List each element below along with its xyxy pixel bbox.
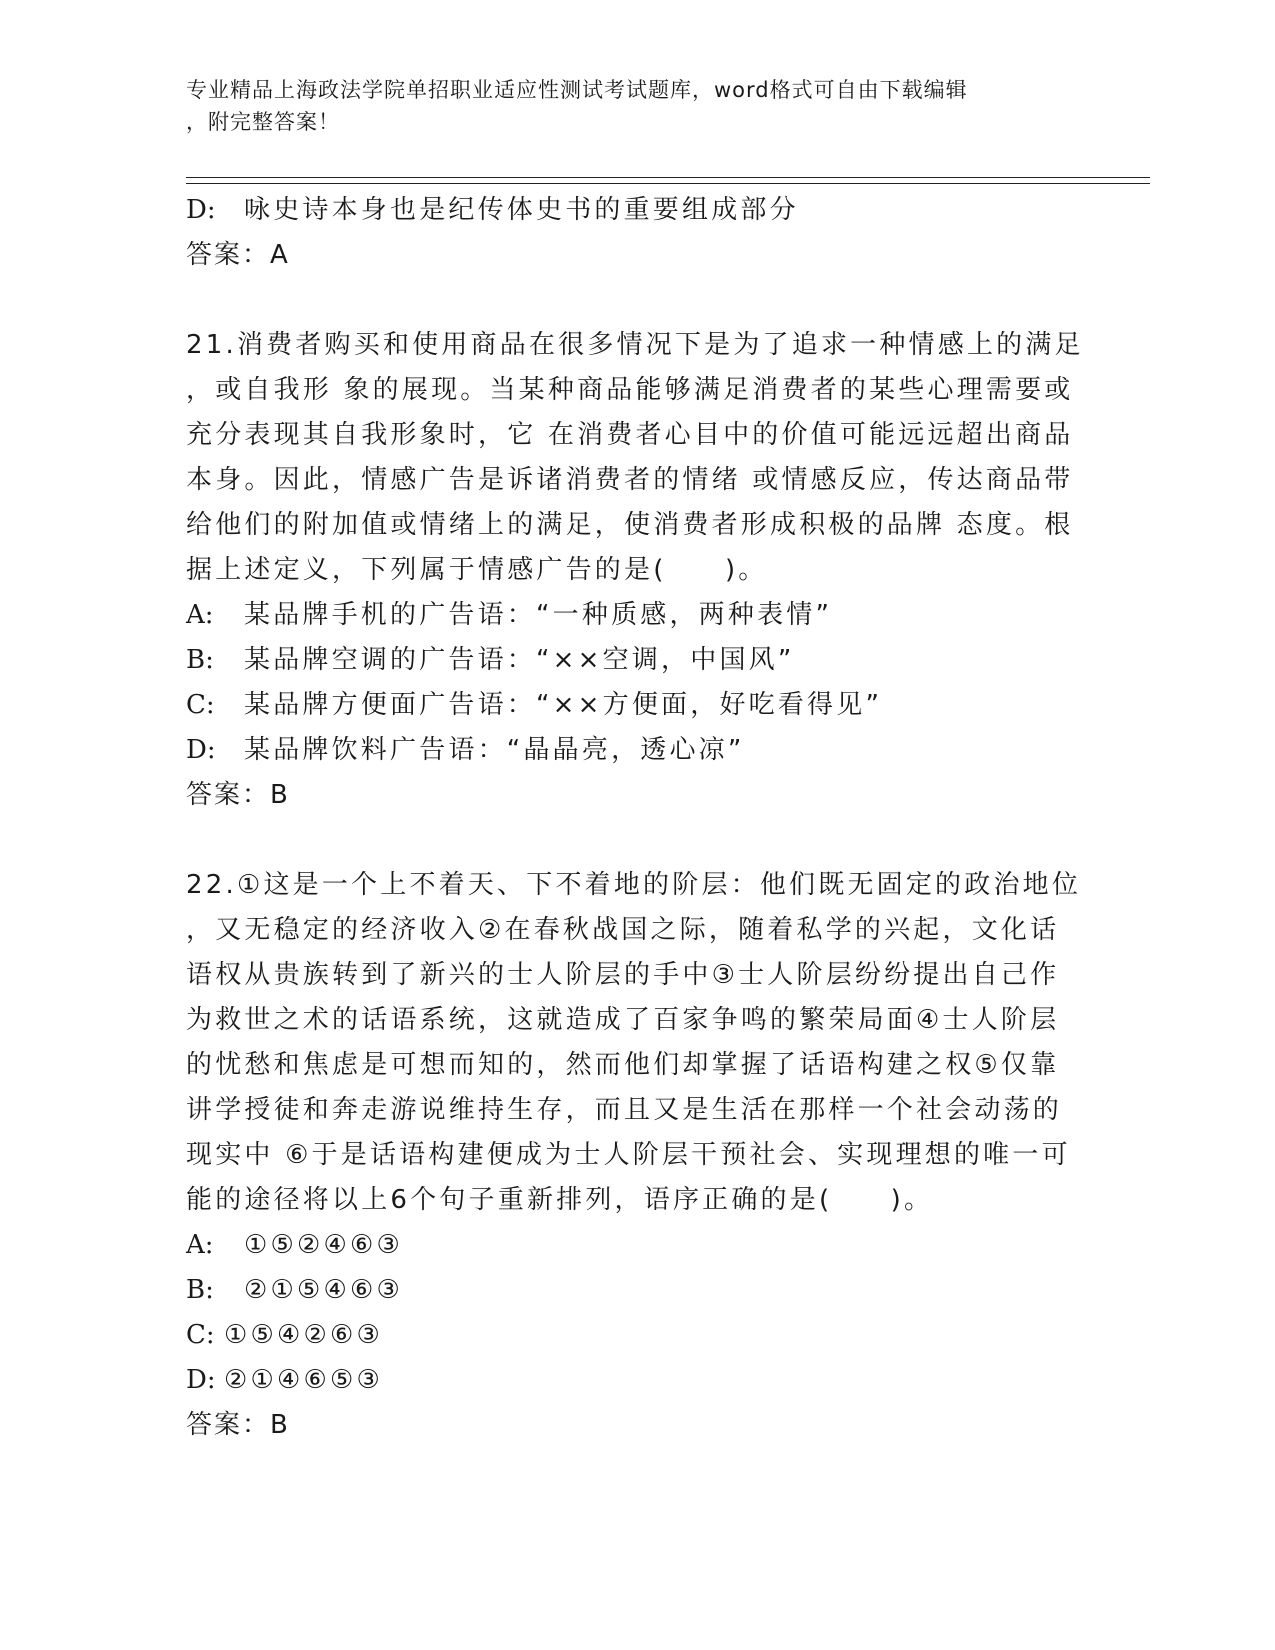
question-line: 的忧愁和焦虑是可想而知的，然而他们却掌握了话语构建之权⑤仅靠 (186, 1050, 1060, 1080)
option-text: ①⑤②④⑥③ (244, 1230, 404, 1260)
option-c (186, 1313, 1086, 1358)
question-line: 本身。因此，情感广告是诉诸消费者的情绪 或情感反应，传达商品带 (186, 465, 1074, 495)
option-text: 某品牌饮料广告语：“晶晶亮，透心凉” (244, 735, 745, 765)
option-label: D: (186, 1365, 216, 1395)
previous-question-tail (186, 188, 1086, 278)
question-line: 现实中 ⑥于是话语构建便成为士人阶层干预社会、实现理想的唯一可 (186, 1140, 1071, 1170)
question-line: 21.消费者购买和使用商品在很多情况下是为了追求一种情感上的满足 (186, 330, 1084, 360)
question-line: 为救世之术的话语系统，这就造成了百家争鸣的繁荣局面④士人阶层 (186, 1005, 1060, 1035)
question-line: ，或自我形 象的展现。当某种商品能够满足消费者的某些心理需要或 (186, 375, 1074, 405)
option-text: 某品牌方便面广告语：“××方便面，好吃看得见” (244, 690, 883, 720)
option-a (186, 1223, 1086, 1268)
header-rule-thin (186, 183, 1150, 184)
question-line: ，又无稳定的经济收入②在春秋战国之际，随着私学的兴起，文化话 (186, 915, 1060, 945)
option-label: C: (186, 1320, 215, 1350)
option-label: B: (186, 1275, 214, 1305)
question-line: 据上述定义，下列属于情感广告的是( )。 (186, 555, 768, 585)
answer: 答案：B (186, 780, 290, 810)
question-line: 给他们的附加值或情绪上的满足，使消费者形成积极的品牌 态度。根 (186, 510, 1074, 540)
option-label: C: (186, 690, 215, 720)
option-text: ②①⑤④⑥③ (244, 1275, 404, 1305)
header-rule-thick (186, 177, 1150, 178)
document-body (186, 188, 1086, 1448)
option-c (186, 683, 1086, 728)
option-text: 某品牌空调的广告语：“××空调，中国风” (244, 645, 795, 675)
option-b (186, 638, 1086, 683)
question-line: 22.①这是一个上不着天、下不着地的阶层：他们既无固定的政治地位 (186, 870, 1082, 900)
option-text: 咏史诗本身也是纪传体史书的重要组成部分 (244, 195, 799, 225)
header-line-2: ，附完整答案！ (186, 110, 340, 134)
option-text: ①⑤④②⑥③ (224, 1320, 384, 1350)
option-label: D: (186, 735, 216, 765)
option-text: ②①④⑥⑤③ (224, 1365, 384, 1395)
option-d (186, 728, 1086, 773)
question-22 (186, 863, 1086, 1448)
question-21 (186, 323, 1086, 818)
option-label: D: (186, 195, 216, 225)
option-b (186, 1268, 1086, 1313)
question-line: 讲学授徒和奔走游说维持生存，而且又是生活在那样一个社会动荡的 (186, 1095, 1063, 1125)
option-d (186, 188, 1086, 233)
answer: 答案：B (186, 1410, 290, 1440)
header-line-1: 专业精品上海政法学院单招职业适应性测试考试题库，word格式可自由下载编辑 (186, 78, 968, 102)
option-a (186, 593, 1086, 638)
option-d (186, 1358, 1086, 1403)
option-text: 某品牌手机的广告语：“一种质感，两种表情” (244, 600, 833, 630)
document-header (186, 74, 1066, 138)
question-line: 充分表现其自我形象时，它 在消费者心目中的价值可能远远超出商品 (186, 420, 1074, 450)
question-line: 能的途径将以上6个句子重新排列，语序正确的是( )。 (186, 1185, 934, 1215)
question-line: 语权从贵族转到了新兴的士人阶层的手中③士人阶层纷纷提出自己作 (186, 960, 1060, 990)
answer: 答案：A (186, 240, 290, 270)
option-label: A: (186, 600, 214, 630)
option-label: A: (186, 1230, 214, 1260)
option-label: B: (186, 645, 214, 675)
